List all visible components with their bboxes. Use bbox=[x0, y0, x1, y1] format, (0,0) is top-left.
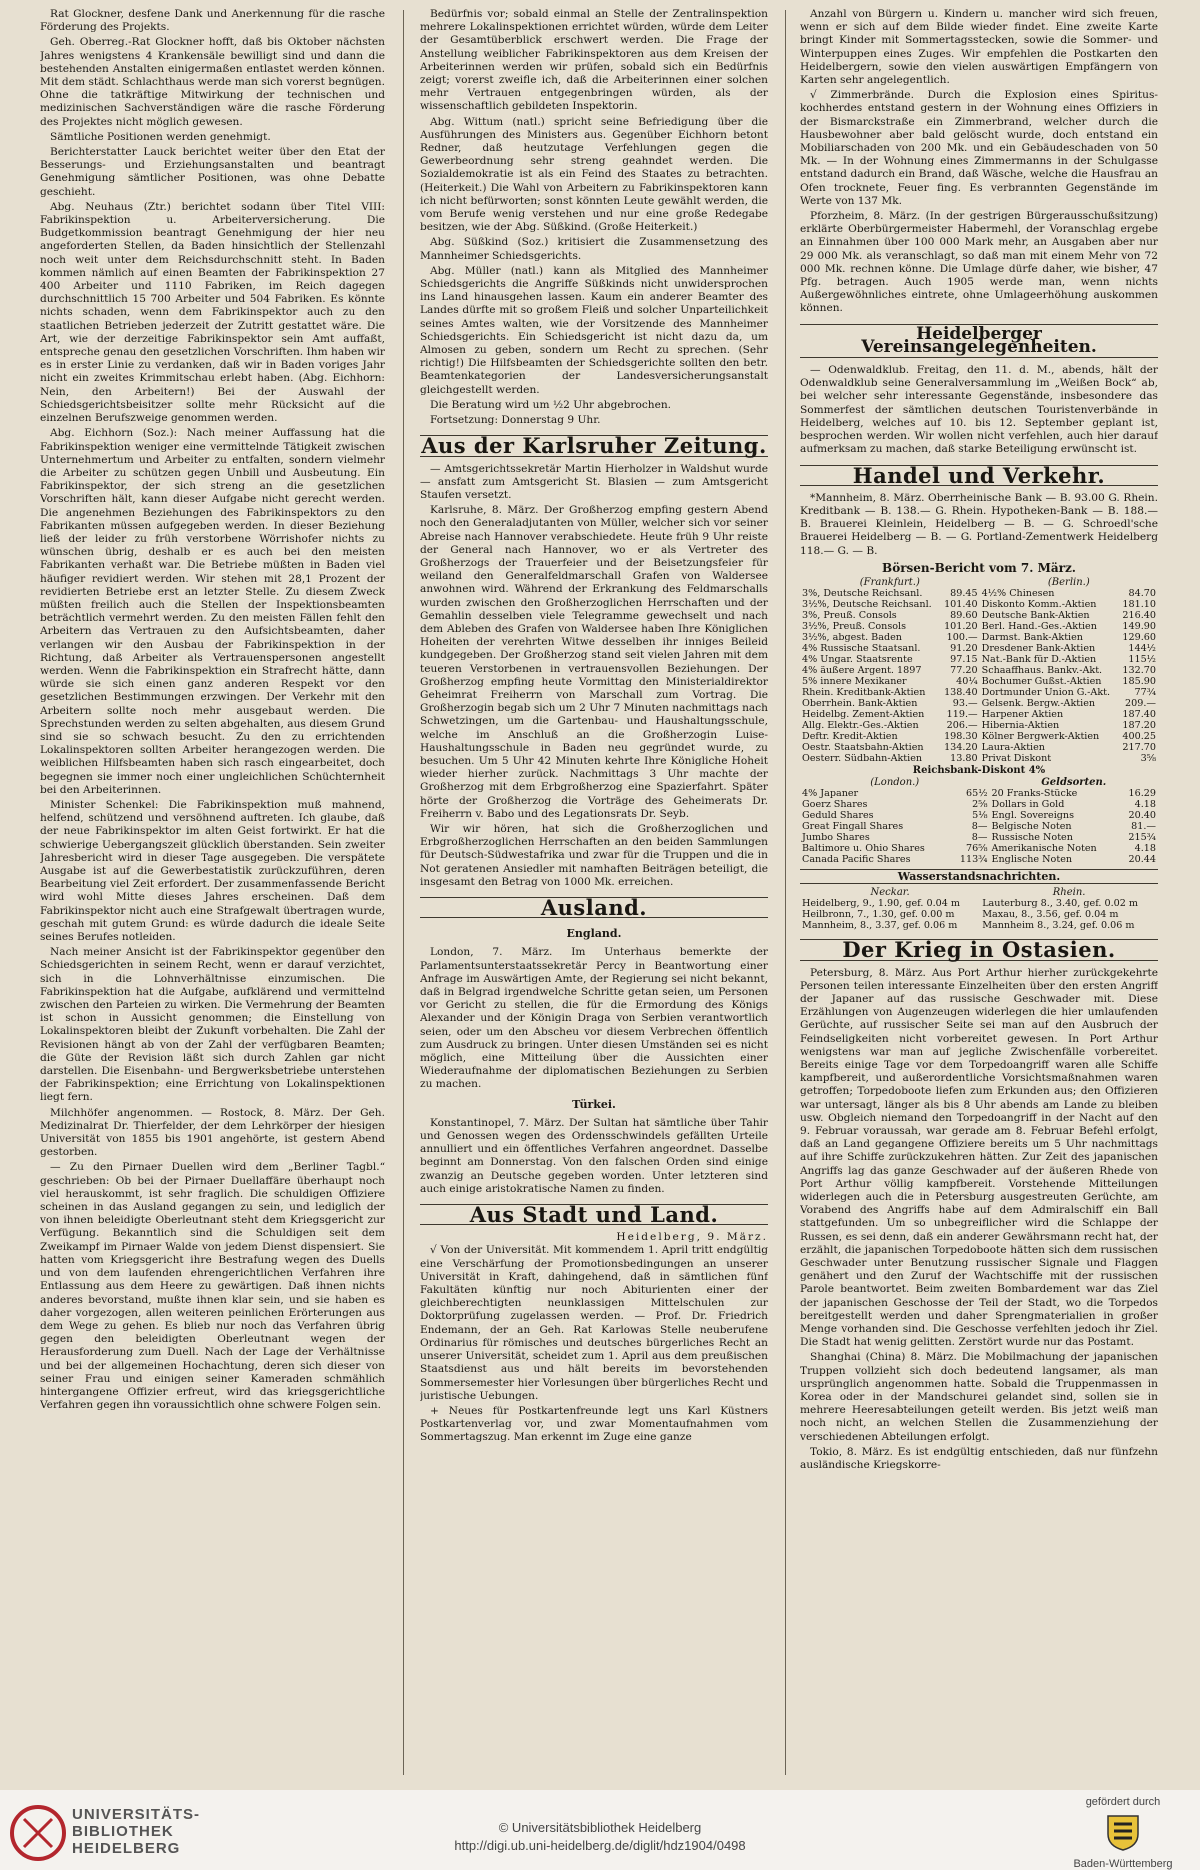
london-row-cell: 20.44 bbox=[1128, 854, 1156, 866]
article-england: London, 7. März. Im Unterhaus bemerkte der Parlamentsunterstaatssekretär Percy in Beantwortung einer Anfrage im Auswärtigen Amte, der Regierung sei nicht bekannt, daß in Belgrad irgendwelche Schritte getan seien, um Personen vor Gericht zu stellen, die für die Ermordung des Königs Alexander und der Königin Draga von Serbien verantwortlich seien, oder um den Abscheu vor diesem Verbrechen öffentlich zum Ausdruck zu bringen. Unter diesen Umständen sei es nicht möglich, eine Mitteilung über die Aussichten einer Wiederaufnahme der diplomatischen Beziehungen zu Serbien zu machen. bbox=[420, 946, 768, 1091]
stock-row-cell: 91.20 bbox=[950, 642, 978, 654]
stock-row-cell: 198.30 bbox=[944, 730, 978, 742]
article-paragraph: Tokio, 8. März. Es ist endgültig entschieden, daß nur fünfzehn ausländische Kriegskorre- bbox=[800, 1445, 1158, 1472]
stock-row-cell: 132.70 bbox=[1122, 664, 1156, 676]
stock-row-cell: Laura-Aktien bbox=[981, 741, 1045, 753]
stock-row-cell: 97.15 bbox=[950, 653, 978, 665]
london-row-cell: Engl. Sovereigns bbox=[991, 810, 1075, 822]
stock-row-cell: 89.60 bbox=[950, 609, 978, 621]
column-1 bbox=[40, 8, 385, 1778]
stock-row-cell: 89.45 bbox=[950, 587, 978, 599]
article-odenwaldklub: — Odenwaldklub. Freitag, den 11. d. M., abends, hält der Odenwaldklub seine Generalversammlung im „Weißen Bock“ ab, bei welcher sehr interessante Gegenstände, insbesondere das Sommerfest der sämtlichen deutschen Touristenverbände in Heidelberg, welches auf 10. bis 12. September geplant ist, besprochen werden. Wir wollen nicht verfehlen, auch hier darauf aufmerksam zu machen, daß starke Beteiligung erwünscht ist. bbox=[800, 364, 1158, 456]
article-paragraph: Abg. Wittum (natl.) spricht seine Befriedigung über die Ausführungen des Ministers aus. Gegenüber Eichhorn betont Redner, daß heutzutage Verfehlungen gegen die Gewerbeordnung sehr streng geahndet werden. Die Sozialdemokratie ist als ein Feind des Staates zu betrachten. (Heiterkeit.) Die Wahl von Arbeitern zu Fabrikinspektoren kann ich nicht befürworten; sonst könnten Leute gewählt werden, die vom Berufe wenig verstehen und nur eine große Redegabe besitzen, wie der Abg. Süßkind. (Große Heiterkeit.) bbox=[420, 115, 768, 234]
london-row-cell: 5⅛ bbox=[972, 810, 988, 822]
stock-row bbox=[800, 698, 1158, 709]
stock-row bbox=[800, 753, 1158, 764]
stock-row bbox=[800, 599, 1158, 610]
water-row-cell: Heilbronn, 7., 1.30, gef. 0.00 m bbox=[802, 909, 955, 921]
stock-row bbox=[800, 665, 1158, 676]
water-row bbox=[800, 898, 1158, 909]
stock-row bbox=[800, 709, 1158, 720]
stock-row bbox=[800, 676, 1158, 687]
stock-row-cell: 4% Russische Staatsanl. bbox=[802, 642, 921, 654]
stock-row-cell: 77¾ bbox=[1134, 686, 1156, 698]
column-3 bbox=[800, 8, 1158, 1778]
london-row-cell: Dollars in Gold bbox=[991, 799, 1065, 811]
dateline: Heidelberg, 9. März. bbox=[616, 1231, 768, 1244]
article-tuerkei: Konstantinopel, 7. März. Der Sultan hat sämtliche über Tahir und Genossen wegen des Ordensschwindels gefällten Urteile annulliert und ein öffentliches Verfahren angeordnet. Dasselbe beginnt am Donnerstag. Von den falschen Orden sind einige zwanzig an Deutsche gegeben worden. Unter letzteren sind auch einige aristokratische Namen zu finden. bbox=[420, 1116, 768, 1195]
stock-row-cell: 115½ bbox=[1128, 653, 1156, 665]
stock-row-cell: 3½%, Preuß. Consols bbox=[802, 620, 907, 632]
stock-row-cell: 206.— bbox=[946, 719, 978, 731]
section-heading-krieg: Der Krieg in Ostasien. bbox=[800, 939, 1158, 960]
stock-row-cell: 4% Ungar. Staatsrente bbox=[802, 653, 913, 665]
london-row-cell: 20 Franks-Stücke bbox=[991, 788, 1078, 800]
berlin-label: (Berlin.) bbox=[1047, 576, 1090, 588]
stock-row-cell: Privat Diskont bbox=[981, 752, 1052, 764]
london-row bbox=[800, 832, 1158, 843]
stock-row-cell: Dortmunder Union G.-Akt. bbox=[981, 686, 1111, 698]
stock-row bbox=[800, 731, 1158, 742]
stock-row-cell: Hibernia-Aktien bbox=[981, 719, 1060, 731]
article-paragraph: Pforzheim, 8. März. (In der gestrigen Bürgerausschußsitzung) erklärte Oberbürgermeister Habermehl, der Voranschlag ergebe an Einnahmen über 100 000 Mark mehr, an Ausgaben aber nur 29 000 Mk. als veranschlagt, so daß man mit einem Mehr von 72 000 Mk. rechnen könne. Die Umlage dürfe daher, wie bisher, 47 Pfg. betragen. Auch 1905 werde man, wenn nichts Außergewöhnliches eintrete, ohne Umlageerhöhung auskommen können. bbox=[800, 210, 1158, 315]
article-paragraph: Karlsruhe, 8. März. Der Großherzog empfing gestern Abend noch den Generaladjutanten von Müller, welcher sich vor seiner Abreise nach Hannover verabschiedete. Heute früh 9 Uhr reiste der General nach Hannover, wo er als Vertreter des Großherzogs der Trauerfeier und der Beisetzungsfeier für weiland den Generalfeldmarschall Grafen von Waldersee anwohnen wird. Während der Erkrankung des Feldmarschalls wurden zwischen den Großherzoglichen Herrschaften und der Gemahlin desselben viele Telegramme gewechselt und nach dem Ableben des Grafen von Waldersee haben Ihre Königlichen Hoheiten der verehrten Witwe desselben ihr inniges Beileid kundgegeben. Der Großherzog stand seit vielen Jahren mit dem teueren Verstorbenen in vertrauensvollen Beziehungen. Der Großherzog empfing heute Vormittag den Ministerialdirektor Geheimrat Freiherrn von Marschall zum Vortrag. Die Großherzogin begab sich um 2 Uhr 7 Minuten nachmittags nach Schwetzingen, um die Gartenbau- und Haushaltungsschule, welche im Anschluß an die Großherzogin Luise-Haushaltungsschule in Baden neu gegründet wurde, zu besuchen. Um 5 Uhr 42 Minuten kehrte Ihre Königliche Hoheit wieder hierher zurück. Nachmittags 3 Uhr machte der Großherzog mit dem Erbgroßherzog eine Spazierfahrt. Später hörte der Großherzog die Vorträge des Geheimerats Dr. Freiherrn v. Babo und des Legationsrats Dr. Seyb. bbox=[420, 504, 768, 820]
stock-row-cell: Oberrhein. Bank-Aktien bbox=[802, 697, 918, 709]
footer bbox=[0, 1790, 1200, 1870]
stock-row-cell: 40¼ bbox=[956, 675, 978, 687]
reichsbank-discount: Reichsbank-Diskont 4% bbox=[912, 764, 1046, 776]
stock-row bbox=[800, 621, 1158, 632]
stock-row-cell: 77.20 bbox=[950, 664, 978, 676]
stock-row-cell: Dresdener Bank-Aktien bbox=[981, 642, 1096, 654]
stock-row-cell: Diskonto Komm.-Aktien bbox=[981, 598, 1097, 610]
article-paragraph: Berichterstatter Lauck berichtet weiter über den Etat der Besserungs- und Erziehungsanstalten und beantragt Genehmigung sämtlicher Positionen, was ohne Debatte geschieht. bbox=[40, 146, 385, 198]
london-row-cell: Jumbo Shares bbox=[802, 832, 870, 844]
section-heading-handel: Handel und Verkehr. bbox=[800, 465, 1158, 486]
article-paragraph: Shanghai (China) 8. März. Die Mobilmachung der japanischen Truppen vollzieht sich doch bedeutend langsamer, als man ursprünglich angenommen hatte. Sobald die Truppenmassen in Korea oder in der Mandschurei gelandet sind, sollen sie in mehrere Heeresabteilungen geteilt werden. Bis jetzt weiß man noch nicht, an welchen Stellen die Zusammenziehung der verschiedenen Abteilungen erfolgt. bbox=[800, 1351, 1158, 1443]
article-paragraph: — Zu den Pirnaer Duellen wird dem „Berliner Tagbl.“ geschrieben: Ob bei der Pirnaer Duellaffäre überhaupt noch viel herauskommt, ist sehr fraglich. Die schuldigen Offiziere scheinen in das Ausland gegangen zu sein, und lediglich der von ihnen beleidigte Oberleutnant steht dem Kriegsgericht zur Verfügung. Bekanntlich sind die Schuldigen seit dem Zweikampf im Pirnaer Walde von jedem Dienst dispensiert. Sie hatten vom Kriegsgericht ihre Bestrafung wegen des Duells und von dem laufenden ehrengerichtlichen Verfahren ihre Entlassung aus dem Heere zu gewärtigen. Daß ihnen nichts anderes bevorstand, mußte ihnen klar sein, und sie haben es daher vorgezogen, allen weiteren peinlichen Erörterungen aus dem Wege zu gehen. Es blieb nur noch das Verfahren übrig gegen den beleidigten Oberleutnant wegen der Herausforderung zum Duell. Nach der Lage der Verhältnisse und bei der allgemeinen Hochachtung, deren sich dieser von seiner Frau und einigen seiner Kameraden schmählich hintergangene Offizier erfreut, wird das kriegsgerichtliche Verfahren gegen ihn voraussichtlich ohne schwere Folgen sein. bbox=[40, 1161, 385, 1412]
article-paragraph: √ Von der Universität. Mit kommendem 1. April tritt endgültig eine Verschärfung der Promotionsbedingungen an unserer Universität in Kraft, dahingehend, daß in sämtlichen fünf Fakultäten künftig nur noch Abiturienten einer der gleichberechtigten neunklassigen Mittelschulen zur Doktorprüfung zugelassen werden. — Prof. Dr. Friedrich Endemann, der an Geh. Rat Karlowas Stelle neuberufene Ordinarius für römisches und deutsches bürgerliches Recht an unserer Universität, scheidet zum 1. April aus dem preußischen Staatsdienst aus und hält bereits im bevorstehenden Sommersemester hier Vorlesungen über bürgerliches Recht und juristische Uebungen. bbox=[420, 1244, 768, 1402]
stock-row-cell: Heidelbg. Zement-Aktien bbox=[802, 708, 925, 720]
london-row-cell: 8— bbox=[971, 832, 988, 844]
stock-row-cell: Gelsenk. Bergw.-Aktien bbox=[981, 697, 1096, 709]
section-heading-ausland: Ausland. bbox=[420, 897, 768, 918]
stock-row bbox=[800, 610, 1158, 621]
article-paragraph: Rat Glockner, desfene Dank und Anerkennung für die rasche Förderung des Projekts. bbox=[40, 8, 385, 34]
london-row-cell: 4% Japaner bbox=[802, 788, 859, 800]
funded-by-label: gefördert durch bbox=[1085, 1796, 1161, 1808]
stock-row bbox=[800, 654, 1158, 665]
london-row-cell: 4.18 bbox=[1134, 799, 1156, 811]
stock-row-cell: 119.— bbox=[946, 708, 978, 720]
rhein-label: Rhein. bbox=[1052, 887, 1086, 899]
stock-row-cell: 129.60 bbox=[1122, 631, 1156, 643]
stock-row bbox=[800, 632, 1158, 643]
london-row-cell: 76⅝ bbox=[965, 843, 988, 855]
column-divider bbox=[403, 10, 404, 1775]
london-row-cell: Belgische Noten bbox=[991, 821, 1072, 833]
stock-row-cell: Berl. Hand.-Ges.-Aktien bbox=[981, 620, 1097, 632]
london-row-cell: 8— bbox=[971, 821, 988, 833]
london-row-cell: Geduld Shares bbox=[802, 810, 874, 822]
article-paragraph: Petersburg, 8. März. Aus Port Arthur hierher zurückgekehrte Personen teilen interessante Einzelheiten über den ersten Angriff der Japaner auf das russische Geschwader mit. Diese Erzählungen von Augenzeugen widerlegen die hier umlaufenden Gerüchte, auf russischer Seite sei man auf den Ausbruch der Feindseligkeiten nicht vorbereitet gewesen. In Port Arthur wenigstens war man auf jegliche Zwischenfälle vorbereitet. Bereits einige Tage vor dem Torpedoangriff waren alle Schiffe kampfbereit, und außerordentliche Vorsichtsmaßnahmen waren getroffen; Torpedoboote liefen zum Erkunden aus; den Offizieren war untersagt, länger als bis 8 Uhr abends am Lande zu bleiben usw. Obgleich niemand den Torpedoangriff in der Nacht auf den 9. Februar voraussah, war gerade am 8. Februar Befehl erfolgt, daß an Land gegangene Offiziere bereits um 5 Uhr nachmittags auf ihre Schiffe zurückzukehren hätten. Zur Zeit des japanischen Angriffs lag das ganze Geschwader auf der äußeren Rhede von Port Arthur völlig kampfbereit. Vorstehende Mitteilungen widerlegen auch die in Petersburg ausgestreuten Gerüchte, am Vorabend des Angriffs habe auf dem Admiralschiff ein Ball stattgefunden. Um so unbegreiflicher wird die Schlappe der Russen, es sei denn, daß ein anderer Gewährsmann recht hat, der erzählt, die japanischen Torpedoboote hätten sich dem russischen Geschwader unter Benutzung russischer Signale und Flaggen genähert und den Zuruf der Wachtschiffe mit der russischen Parole beantwortet. Beim zweiten Bombardement war das Ziel der japanischen Geschosse der Teil der Stadt, wo die Torpedos bereitgestellt werden und daher Sprengmaterialien in großer Menge vorhanden sind. Die Geschosse verfehlten jedoch ihr Ziel. Die Stadt hat wenig gelitten. Zerstört wurde nur das Postamt. bbox=[800, 966, 1158, 1349]
stock-row-cell: 101.20 bbox=[944, 620, 978, 632]
london-row-cell: Englische Noten bbox=[991, 854, 1073, 866]
stock-row-cell: 3%, Preuß. Consols bbox=[802, 609, 897, 621]
section-heading-stadt: Aus Stadt und Land. bbox=[420, 1204, 768, 1225]
stock-row-cell: 13.80 bbox=[950, 752, 978, 764]
copyright-notice: © Universitätsbibliothek Heidelberg bbox=[498, 1820, 702, 1835]
stock-row-cell: Allg. Elektr.-Ges.-Aktien bbox=[802, 719, 919, 731]
neckar-label: Neckar. bbox=[870, 887, 910, 899]
stock-row-cell: Harpener Aktien bbox=[981, 708, 1064, 720]
article-paragraph: Anzahl von Bürgern u. Kindern u. mancher wird sich freuen, wenn er sich auf dem Bilde wieder findet. Eine zweite Karte bringt Kinder mit Sommertagsstecken, sowie die Sommer- und Winterpuppen eines Zuges. Wir empfehlen die Postkarten den Heidelbergern, sowie den vielen auswärtigen Empfängern von Karten sehr angelegentlich. bbox=[800, 8, 1158, 87]
library-name-line1: UNIVERSITÄTS- bbox=[72, 1806, 201, 1823]
london-row-cell: Amerikanische Noten bbox=[991, 843, 1097, 855]
stock-row-cell: 216.40 bbox=[1122, 609, 1156, 621]
london-row-cell: 81.— bbox=[1131, 821, 1156, 833]
library-logo bbox=[10, 1805, 66, 1865]
stock-row-cell: 3½%, Deutsche Reichsanl. bbox=[802, 598, 932, 610]
stock-row-cell: 84.70 bbox=[1128, 587, 1156, 599]
article-paragraph: + Neues für Postkartenfreunde legt uns Karl Küstners Postkartenverlag vor, und zwar Momentaufnahmen vom Sommertagszug. Man erkennt im Zuge eine ganze bbox=[420, 1404, 768, 1444]
stock-row-cell: Bochumer Gußst.-Aktien bbox=[981, 675, 1102, 687]
article-paragraph: Milchhöfer angenommen. — Rostock, 8. März. Der Geh. Medizinalrat Dr. Thierfelder, der dem Lehrkörper der hiesigen Universität von 1855 bis 1901 angehörte, ist gestern Abend gestorben. bbox=[40, 1106, 385, 1159]
section-heading-karlsruhe: Aus der Karlsruher Zeitung. bbox=[421, 433, 767, 459]
water-row bbox=[800, 920, 1158, 931]
stock-row-cell: Nat.-Bank für D.-Aktien bbox=[981, 653, 1097, 665]
stock-row-cell: 5% innere Mexikaner bbox=[802, 675, 907, 687]
article-paragraph: Bedürfnis vor; sobald einmal an Stelle der Zentralinspektion mehrere Lokalinspektionen errichtet würden, würde dem Leiter der Gesamtüberblick erschwert werden. Die Frage der Anstellung weiblicher Fabrikinspektoren aus dem Kreisen der Arbeiterinnen werden wir prüfen, sobald sich ein Bedürfnis zeigt; vorerst zweifle ich, daß die Arbeiterinnen einer solchen mehr Vertrauen entgegenbringen würden, als der wissenschaftlich gebildeten Inspektorin. bbox=[420, 8, 768, 113]
london-row-cell: Canada Pacific Shares bbox=[802, 854, 911, 866]
stock-row-cell: 100.— bbox=[946, 631, 978, 643]
stock-row-cell: 185.90 bbox=[1122, 675, 1156, 687]
london-row-cell: 16.29 bbox=[1128, 788, 1156, 800]
stock-row-cell: Deftr. Kredit-Aktien bbox=[802, 730, 898, 742]
article-paragraph: Nach meiner Ansicht ist der Fabrikinspektor gegenüber den Schiedsgerichten in seinem Recht, wenn er darauf verzichtet, sich in die Lohnverhältnisse einzumischen. Die Fabrikinspektion hat die Aufgabe, aufklärend und vermittelnd zwischen den Parteien zu wirken. Die Vermehrung der Beamten ist schon in Aussicht genommen; die Einstellung von Lokalinspektoren bleibt der Zukunft vorbehalten. Die Zahl der Revisionen hängt ab von der Zahl der verfügbaren Beamten; die Güte der Revision läßt sich durch Zahlen gar nicht darstellen. Die Eisenbahn- und Bergwerksbetriebe unterstehen der Fabrikinspektion; eine Errichtung von Lokalinspektionen liegt fern. bbox=[40, 946, 385, 1104]
subheading-tuerkei: Türkei. bbox=[572, 1097, 616, 1111]
water-row bbox=[800, 909, 1158, 920]
article-paragraph: Abg. Neuhaus (Ztr.) berichtet sodann über Titel VIII: Fabrikinspektion u. Arbeiterversicherung. Die Budgetkommission beantragt Genehmigung der hier neu angeforderten Stellen, da Baden hinsichtlich der Stellenzahl noch weit unter dem Reichsdurchschnitt steht. In Baden kommen nämlich auf einen Beamten der Fabrikinspektion 27 400 Arbeiter und 1110 Fabriken, im Reich dagegen durchschnittlich 15 700 Arbeiter und 504 Fabriken. Es könnte nichts schaden, wenn dem Fabrikinspektor auch zu den staatlichen Betrieben jederzeit der Zutritt gestattet wäre. Die Art, wie der derzeitige Fabrikinspektor sein Amt auffaßt, entspreche genau den gesetzlichen Vorschriften. Ihm haben wir es in erster Linie zu verdanken, daß wir in Baden voriges Jahr nicht ein zweites Krimmitschau erlebt haben. (Abg. Eichhorn: Nein, den Arbeitern!) Bei der Auswahl der Schiedsgerichtsbeisitzer sollte mehr Rücksicht auf die einzelnen Berufszweige genommen werden. bbox=[40, 200, 385, 425]
boersen-title: Börsen-Bericht vom 7. März. bbox=[882, 560, 1076, 575]
stock-row-cell: Kölner Bergwerk-Aktien bbox=[981, 730, 1100, 742]
london-table bbox=[800, 777, 1158, 865]
stock-row-cell: 209.— bbox=[1125, 697, 1156, 709]
london-row bbox=[800, 788, 1158, 799]
london-row-cell: 20.40 bbox=[1128, 810, 1156, 822]
stock-row-cell: 4% äußere Argent. 1897 bbox=[802, 664, 922, 676]
geldsorten-label: Geldsorten. bbox=[1041, 777, 1107, 789]
column-2 bbox=[420, 8, 768, 1778]
london-row-cell: 215¾ bbox=[1128, 832, 1156, 844]
water-row-cell: Mannheim 8., 3.24, gef. 0.06 m bbox=[982, 920, 1135, 932]
coat-of-arms-icon bbox=[1100, 1812, 1146, 1852]
stock-row-cell: 93.— bbox=[952, 697, 978, 709]
article-paragraph: Abg. Süßkind (Soz.) kritisiert die Zusammensetzung des Mannheimer Schiedsgerichts. bbox=[420, 236, 768, 262]
funding-badge bbox=[1058, 1796, 1188, 1870]
source-url[interactable]: http://digi.ub.uni-heidelberg.de/diglit/hdz1904/0498 bbox=[454, 1838, 746, 1853]
library-name-line2: BIBLIOTHEK bbox=[72, 1823, 174, 1840]
stock-row-cell: Rhein. Kreditbank-Aktien bbox=[802, 686, 926, 698]
funder-name: Baden-Württemberg bbox=[1073, 1858, 1173, 1870]
article-paragraph: Wir wir hören, hat sich die Großherzoglichen und Erbgroßherzoglichen Herrschaften an den beiden Sammlungen für Deutsch-Südwestafrika und zwar für die Truppen und die in Not geratenen Ansiedler mit namhaften Beiträgen beteiligt, die insgesamt den Betrag von 1000 Mk. erreichen. bbox=[420, 822, 768, 888]
article-paragraph: — Amtsgerichtssekretär Martin Hierholzer in Waldshut wurde — ansfatt zum Amtsgericht St. Blasien — zum Amtsgericht Staufen versetzt. bbox=[420, 462, 768, 501]
article-paragraph: Geh. Oberreg.-Rat Glockner hofft, daß bis Oktober nächsten Jahres wenigstens 4 Krankensäle bewilligt sind und dann die bestehenden Anstalten einigermaßen entlastet werden können. Mit dem städt. Schlachthaus werde man sich vorerst begnügen. Ohne die tatkräftige Mitwirkung der technischen und medizinischen Sachverständigen wäre die rasche Förderung des Projektes nicht möglich gewesen. bbox=[40, 36, 385, 128]
stock-row-cell: Schaaffhaus. Bankv.-Akt. bbox=[981, 664, 1103, 676]
stock-row-cell: 217.70 bbox=[1122, 741, 1156, 753]
water-row-cell: Heidelberg, 9., 1.90, gef. 0.04 m bbox=[802, 898, 960, 910]
stock-row-cell: 138.40 bbox=[944, 686, 978, 698]
london-row bbox=[800, 854, 1158, 865]
stock-row bbox=[800, 742, 1158, 753]
water-row-cell: Maxau, 8., 3.56, gef. 0.04 m bbox=[982, 909, 1119, 921]
stock-row-cell: 101.40 bbox=[944, 598, 978, 610]
article-paragraph: Die Beratung wird um ½2 Uhr abgebrochen. bbox=[430, 398, 672, 411]
water-level-table bbox=[800, 887, 1158, 931]
stock-row-cell: 400.25 bbox=[1122, 730, 1156, 742]
london-row-cell: Russische Noten bbox=[991, 832, 1073, 844]
article-paragraph: Minister Schenkel: Die Fabrikinspektion muß mahnend, helfend, schützend und versöhnend auftreten. Ich glaube, daß der neue Fabrikinspektor im alten Geist fortwirkt. Er hat die schwierige Uebergangszeit glücklich überstanden. Sein zweiter Jahresbericht wird in dieser Tage ausgegeben. Die verspätete Ausgabe ist auf die Gewerbestatistik zurückzuführen, deren Bearbeitung viel Zeit erfordert. Der zusammenfassende Bericht wird wohl Mitte dieses Jahres erscheinen. Daß dem Fabrikinspektor nicht auch eine Strafgewalt übertragen wurde, geschah mit gutem Grund: es würde dadurch die ideale Seite seines Berufes notleiden. bbox=[40, 798, 385, 944]
frankfurt-label: (Frankfurt.) bbox=[859, 576, 920, 588]
stock-row bbox=[800, 687, 1158, 698]
article-paragraph: √ Zimmerbrände. Durch die Explosion eines Spiritus-kochherdes entstand gestern in der Wohnung eines Offiziers in der Bismarckstraße ein Zimmerbrand, welcher durch die Hausbewohner aber bald gelöscht wurde, doch entstand ein Mobiliarschaden von 200 Mk. und ein Gebäudeschaden von 50 Mk. — In der Wohnung eines Zimmermanns in der Schulgasse entstand dadurch ein Brand, daß Wäsche, welche die Hausfrau an Ofen trocknete, Feuer fing. Es verbrannten Gegenstände im Werte von 137 Mk. bbox=[800, 89, 1158, 207]
stock-row-cell: 134.20 bbox=[944, 741, 978, 753]
column-divider bbox=[785, 10, 786, 1775]
article-paragraph: Sämtliche Positionen werden genehmigt. bbox=[50, 130, 271, 143]
library-name-line3: HEIDELBERG bbox=[72, 1840, 181, 1857]
stock-row-cell: 3%, Deutsche Reichsanl. bbox=[802, 587, 923, 599]
london-row-cell: 113¾ bbox=[959, 854, 988, 866]
stock-row-cell: 3½%, abgest. Baden bbox=[802, 631, 902, 643]
london-row-cell: 4.18 bbox=[1134, 843, 1156, 855]
london-row-cell: 2⅝ bbox=[972, 799, 988, 811]
london-row-cell: 65½ bbox=[965, 788, 988, 800]
subheading-england: England. bbox=[566, 927, 622, 941]
wasser-title: Wasserstandsnachrichten. bbox=[800, 869, 1158, 884]
article-paragraph: Abg. Müller (natl.) kann als Mitglied des Mannheimer Schiedsgerichts die Angriffe Süßkinds nicht unwidersprochen ins Land hinausgehen lassen. Kaum ein anderer Beamter des Landes dürfte mit so großem Fleiß und solcher Unparteilichkeit seines Amtes walten, wie der Vorsitzende des Mannheimer Schiedsgerichts. Ein Schiedsgericht ist nicht dazu da, um Almosen zu geben, sondern um Recht zu sprechen. (Sehr richtig!) Die Hilfsbeamten der Schiedsgerichte sollten den betr. Beamtenkategorien der Landesversicherungsanstalt gleichgestellt werden. bbox=[420, 264, 768, 396]
article-paragraph: Abg. Eichhorn (Soz.): Nach meiner Auffassung hat die Fabrikinspektion weniger eine vermittelnde Tätigkeit zwischen Unternehmertum und Arbeiter zu entfalten, sondern vielmehr die Arbeiter zu schützen gegen Unbill und Ausbeutung. Ein Fabrikinspektor, der sich streng an die gesetzlichen Vorschriften hält, kann dieser Aufgabe nicht gerecht werden. Die angenehmen Beziehungen des Fabrikinspektors zu den Fabrikanten müssen aufgegeben werden. In dieser Beziehung ließ der leider zu früh verstorbene Wörrishofer nichts zu wünschen übrig, deshalb er es auch bei den meisten Fabrikanten verhaßt war. Die Betriebe müßten in Baden viel häufiger revidiert werden. Wir stehen mit 28,1 Prozent der revidierten Betriebe erst an letzter Stelle. Zu diesem Zweck müßten freilich auch die Stellen der Inspektionsbeamten beträchtlich vermehrt werden. Zu den meisten Fällen fehlt den Arbeitern das Vertrauen zu den Aufsichtsbeamten, daher verlangen wir den Ausbau der Fabrikinspektion in der Richtung, daß Arbeiter als Vertrauenspersonen angestellt werden. Wenn die Fabrikinspektion ein Strafrecht hätte, dann würde sie sich einen ganz anderen Respekt vor den gesetzlichen Bestimmungen erzwingen. Der Verkehr mit den Arbeitern sollte noch mehr ausgebaut werden. Die Sprechstunden werden zu selten abgehalten, aus diesem Grund sind sie so schwach besucht. Zu den zu errichtenden Lokalinspektoren sollten Arbeiter herangezogen werden. Die weiblichen Hilfsbeamten haben sich rasch eingearbeitet, doch begegnen sie immer noch einer ungleichlichen Schüchternheit bei den Arbeiterinnen. bbox=[40, 427, 385, 796]
stock-row-cell: Darmst. Bank-Aktien bbox=[981, 631, 1083, 643]
london-row bbox=[800, 843, 1158, 854]
stock-row bbox=[800, 588, 1158, 599]
stock-row-cell: 144½ bbox=[1128, 642, 1156, 654]
stock-row-cell: Oestr. Staatsbahn-Aktien bbox=[802, 741, 924, 753]
stock-row-cell: 3⅝ bbox=[1140, 752, 1156, 764]
article-paragraph: Fortsetzung: Donnerstag 9 Uhr. bbox=[430, 414, 601, 427]
stock-row-cell: Deutsche Bank-Aktien bbox=[981, 609, 1090, 621]
stock-row bbox=[800, 643, 1158, 654]
london-row bbox=[800, 799, 1158, 810]
water-row-cell: Lauterburg 8., 3.40, gef. 0.02 m bbox=[982, 898, 1139, 910]
london-row bbox=[800, 810, 1158, 821]
stock-table bbox=[800, 577, 1158, 764]
london-label: (London.) bbox=[870, 777, 920, 789]
london-row-cell: Great Fingall Shares bbox=[802, 821, 904, 833]
stock-row-cell: 149.90 bbox=[1122, 620, 1156, 632]
article-mannheim-market: *Mannheim, 8. März. Oberrheinische Bank — B. 93.00 G. Rhein. Kreditbank — B. 138.— G. Rhein. Hypotheken-Bank — B. 188.— B. Brauerei Kleinlein, Heidelberg — B. — G. Schroedl'sche Brauerei Heidelberg — B. — G. Portland-Zementwerk Heidelberg 118.— G. — B. bbox=[800, 491, 1158, 557]
stock-row-cell: Oesterr. Südbahn-Aktien bbox=[802, 752, 923, 764]
stock-row-cell: 181.10 bbox=[1122, 598, 1156, 610]
stock-row-cell: 187.40 bbox=[1122, 708, 1156, 720]
london-row-cell: Baltimore u. Ohio Shares bbox=[802, 843, 925, 855]
stock-row-cell: 187.20 bbox=[1122, 719, 1156, 731]
water-row-cell: Mannheim, 8., 3.37, gef. 0.06 m bbox=[802, 920, 958, 932]
stock-row bbox=[800, 720, 1158, 731]
london-row bbox=[800, 821, 1158, 832]
stock-row-cell: 4½% Chinesen bbox=[981, 587, 1055, 599]
section-heading-verein: Heidelberger Vereinsangelegenheiten. bbox=[800, 324, 1158, 358]
london-row-cell: Goerz Shares bbox=[802, 799, 868, 811]
